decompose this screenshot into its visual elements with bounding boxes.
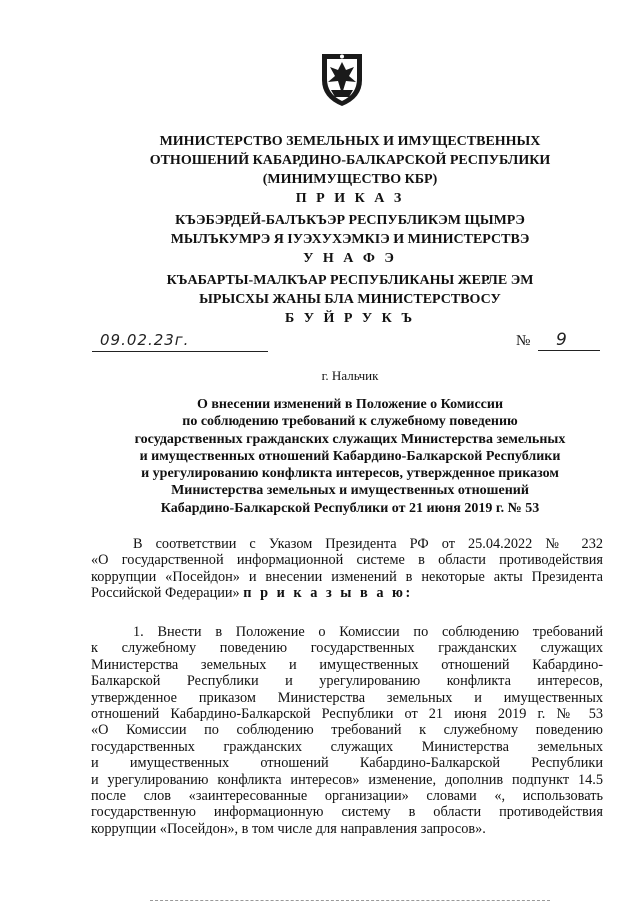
preamble-line: коррупции «Посейдон» и внесении изменений в некоторые акты Президента [91,568,603,585]
doc-type-ru: П Р И К А З [295,191,405,206]
city-label: г. Нальчик [321,368,379,383]
doc-type-krc: Б У Й Р У К Ъ [284,311,416,326]
title-line: и урегулированию конфликта интересов, утвержденное приказом [141,466,559,482]
item-1-line: Балкарской Республики и урегулированию конфликта интересов, [91,673,603,690]
item-1-line: и имущественных отношений Кабардино-Балкарской Республики [91,755,603,772]
preamble-line: «О государственной информационной системе в области противодействия [91,552,603,569]
ministry-header-ru [0,132,640,208]
preamble-last-line [91,585,603,601]
number-underline [538,350,600,351]
item-1-paragraph [91,624,603,837]
item-1-line: 1. Внести в Положение о Комиссии по соблюдению требований [133,624,603,640]
item-1-line: Министерства земельных и имущественных отношений Кабардино- [91,656,603,673]
item-1-line: после слов «заинтересованные организации» словами «, использовать [91,788,603,805]
preamble-end-text: Российской Федерации» [91,585,240,602]
header-ru-line1: МИНИСТЕРСТВО ЗЕМЕЛЬНЫХ И ИМУЩЕСТВЕННЫХ [159,134,541,149]
title-line: О внесении изменений в Положение о Комиссии [196,397,504,412]
preamble-line: В соответствии с Указом Президента РФ от 25.04.2022 № 232 [133,536,603,552]
doc-type-kbd: У Н А Ф Э [303,251,397,266]
item-1-line: «О Комиссии по соблюдению требований к служебному поведению [91,722,603,739]
order-date: 09.02.23г. [100,331,190,349]
header-krc-line2: ЫРЫСХЫ ЖАНЫ БЛА МИНИСТЕРСТВОСУ [199,292,501,307]
item-1-line: к служебному поведению государственных гражданских служащих [91,640,603,657]
order-word: п р и к а з ы в а ю: [243,585,413,602]
title-line: по соблюдению требований к служебному поведению [182,414,518,430]
header-kbd-line2: МЫЛЪКУМРЭ Я IУЭХУХЭМКIЭ И МИНИСТЕРСТВЭ [170,232,530,247]
header-ru-line3: (МИНИМУЩЕСТВО КБР) [262,172,438,187]
header-kbd-line1: КЪЭБЭРДЕЙ-БАЛЪКЪЭР РЕСПУБЛИКЭМ ЩЫМРЭ [175,213,525,228]
item-1-line: государственную информационную систему в области противодействия [91,804,603,821]
item-1-line: коррупции «Посейдон», в том числе для направления запросов». [91,820,486,837]
title-line: государственных гражданских служащих Министерства земельных [134,431,566,447]
order-number-field [516,330,602,351]
header-krc-line1: КЪАБАРТЫ-МАЛКЪАР РЕСПУБЛИКАНЫ ЖЕРЛЕ ЭМ [166,273,534,288]
preamble-paragraph [91,536,603,602]
coat-of-arms-emblem [316,50,368,108]
number-sign: № [516,333,531,349]
header-ru-line2: ОТНОШЕНИЙ КАБАРДИНО-БАЛКАРСКОЙ РЕСПУБЛИКИ [149,153,551,168]
page-bottom-edge [150,900,550,901]
title-line: и имущественных отношений Кабардино-Балкарской Республики [139,448,561,464]
item-1-line: отношений Кабардино-Балкарской Республики от 21 июня 2019 г. № 53 [91,706,603,723]
order-title [80,396,620,517]
ministry-header-kbd [0,211,640,268]
ministry-header-krc [0,271,640,328]
order-date-field [92,333,268,352]
item-1-line: государственных гражданских служащих Министерства земельных [91,738,603,755]
title-line: Кабардино-Балкарской Республики от 21 июня 2019 г. № 53 [160,500,540,516]
title-line: Министерства земельных и имущественных отношений [171,483,529,499]
order-number: 9 [556,330,567,350]
item-1-line: утвержденное приказом Министерства земельных и имущественных [91,689,603,706]
item-1-line: и урегулированию конфликта интересов» изменение, дополнив подпункт 14.5 [91,771,603,788]
